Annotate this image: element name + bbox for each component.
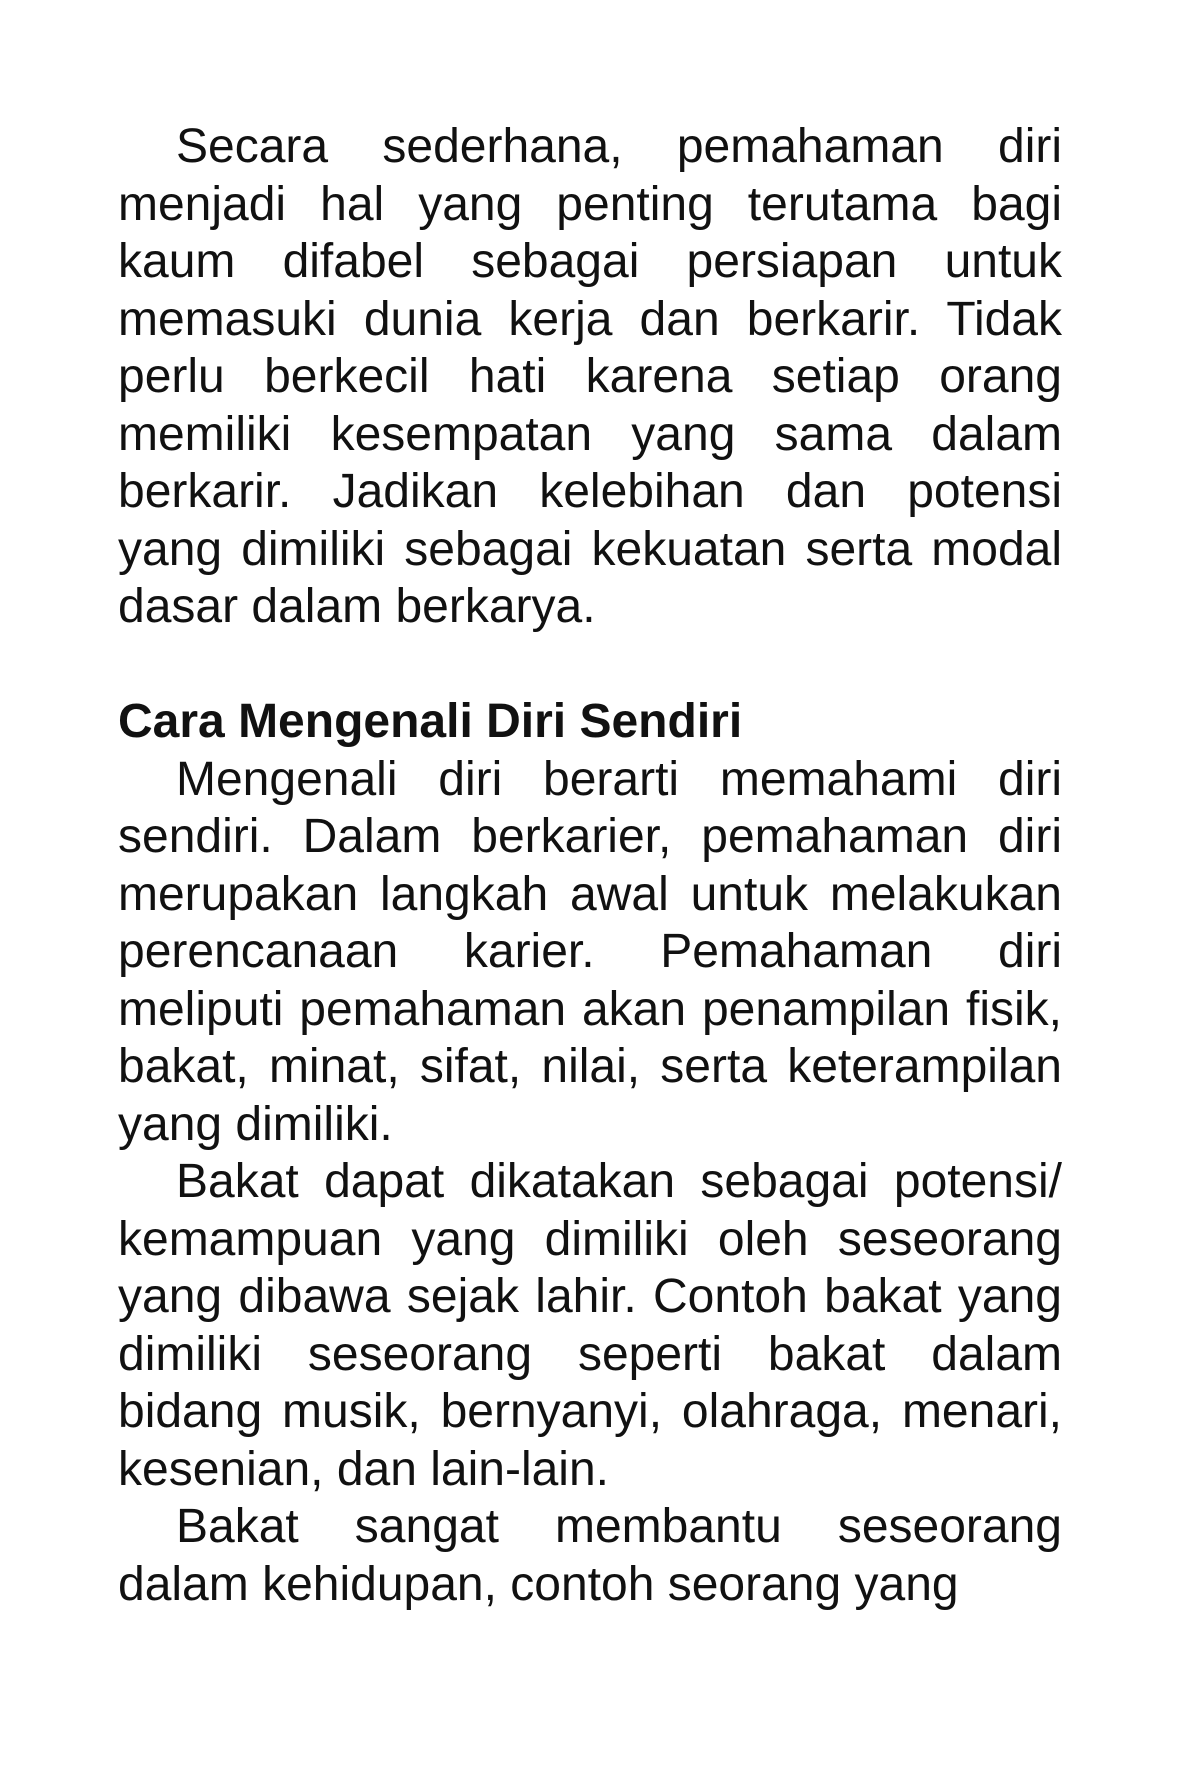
section-paragraph-1: Mengenali diri berarti memahami diri sendiri. Dalam berkarier, pemahaman diri merupakan langkah awal untuk melakukan perencanaan karier. Pemahaman diri meliputi pemahaman akan penampilan fisik, bakat, minat, sifat, nilai, serta keterampilan yang dimiliki. xyxy=(118,752,1062,1151)
section-paragraph-2: Bakat dapat dikatakan sebagai potensi/ kemampuan yang dimiliki oleh seseorang yang dibawa sejak lahir. Contoh bakat yang dimiliki seseorang seperti bakat dalam bidang musik, bernyanyi, olahraga, menari, kesenian, dan lain-lain. xyxy=(118,1155,1062,1496)
section-paragraph-3: Bakat sangat membantu seseorang dalam kehidupan, contoh seorang yang xyxy=(118,1500,1062,1611)
paragraph-spacer xyxy=(118,636,1062,694)
section-heading: Cara Mengenali Diri Sendiri xyxy=(118,695,743,748)
intro-paragraph: Secara sederhana, pemahaman diri menjadi hal yang penting terutama bagi kaum difabel sebagai persiapan untuk memasuki dunia kerja dan berkarir. Tidak perlu berkecil hati karena setiap orang memiliki kesempatan yang sama dalam berkarir. Jadikan kelebihan dan potensi yang dimiliki sebagai kekuatan serta modal dasar dalam berkarya. xyxy=(118,120,1062,633)
document-page xyxy=(118,118,1062,1613)
